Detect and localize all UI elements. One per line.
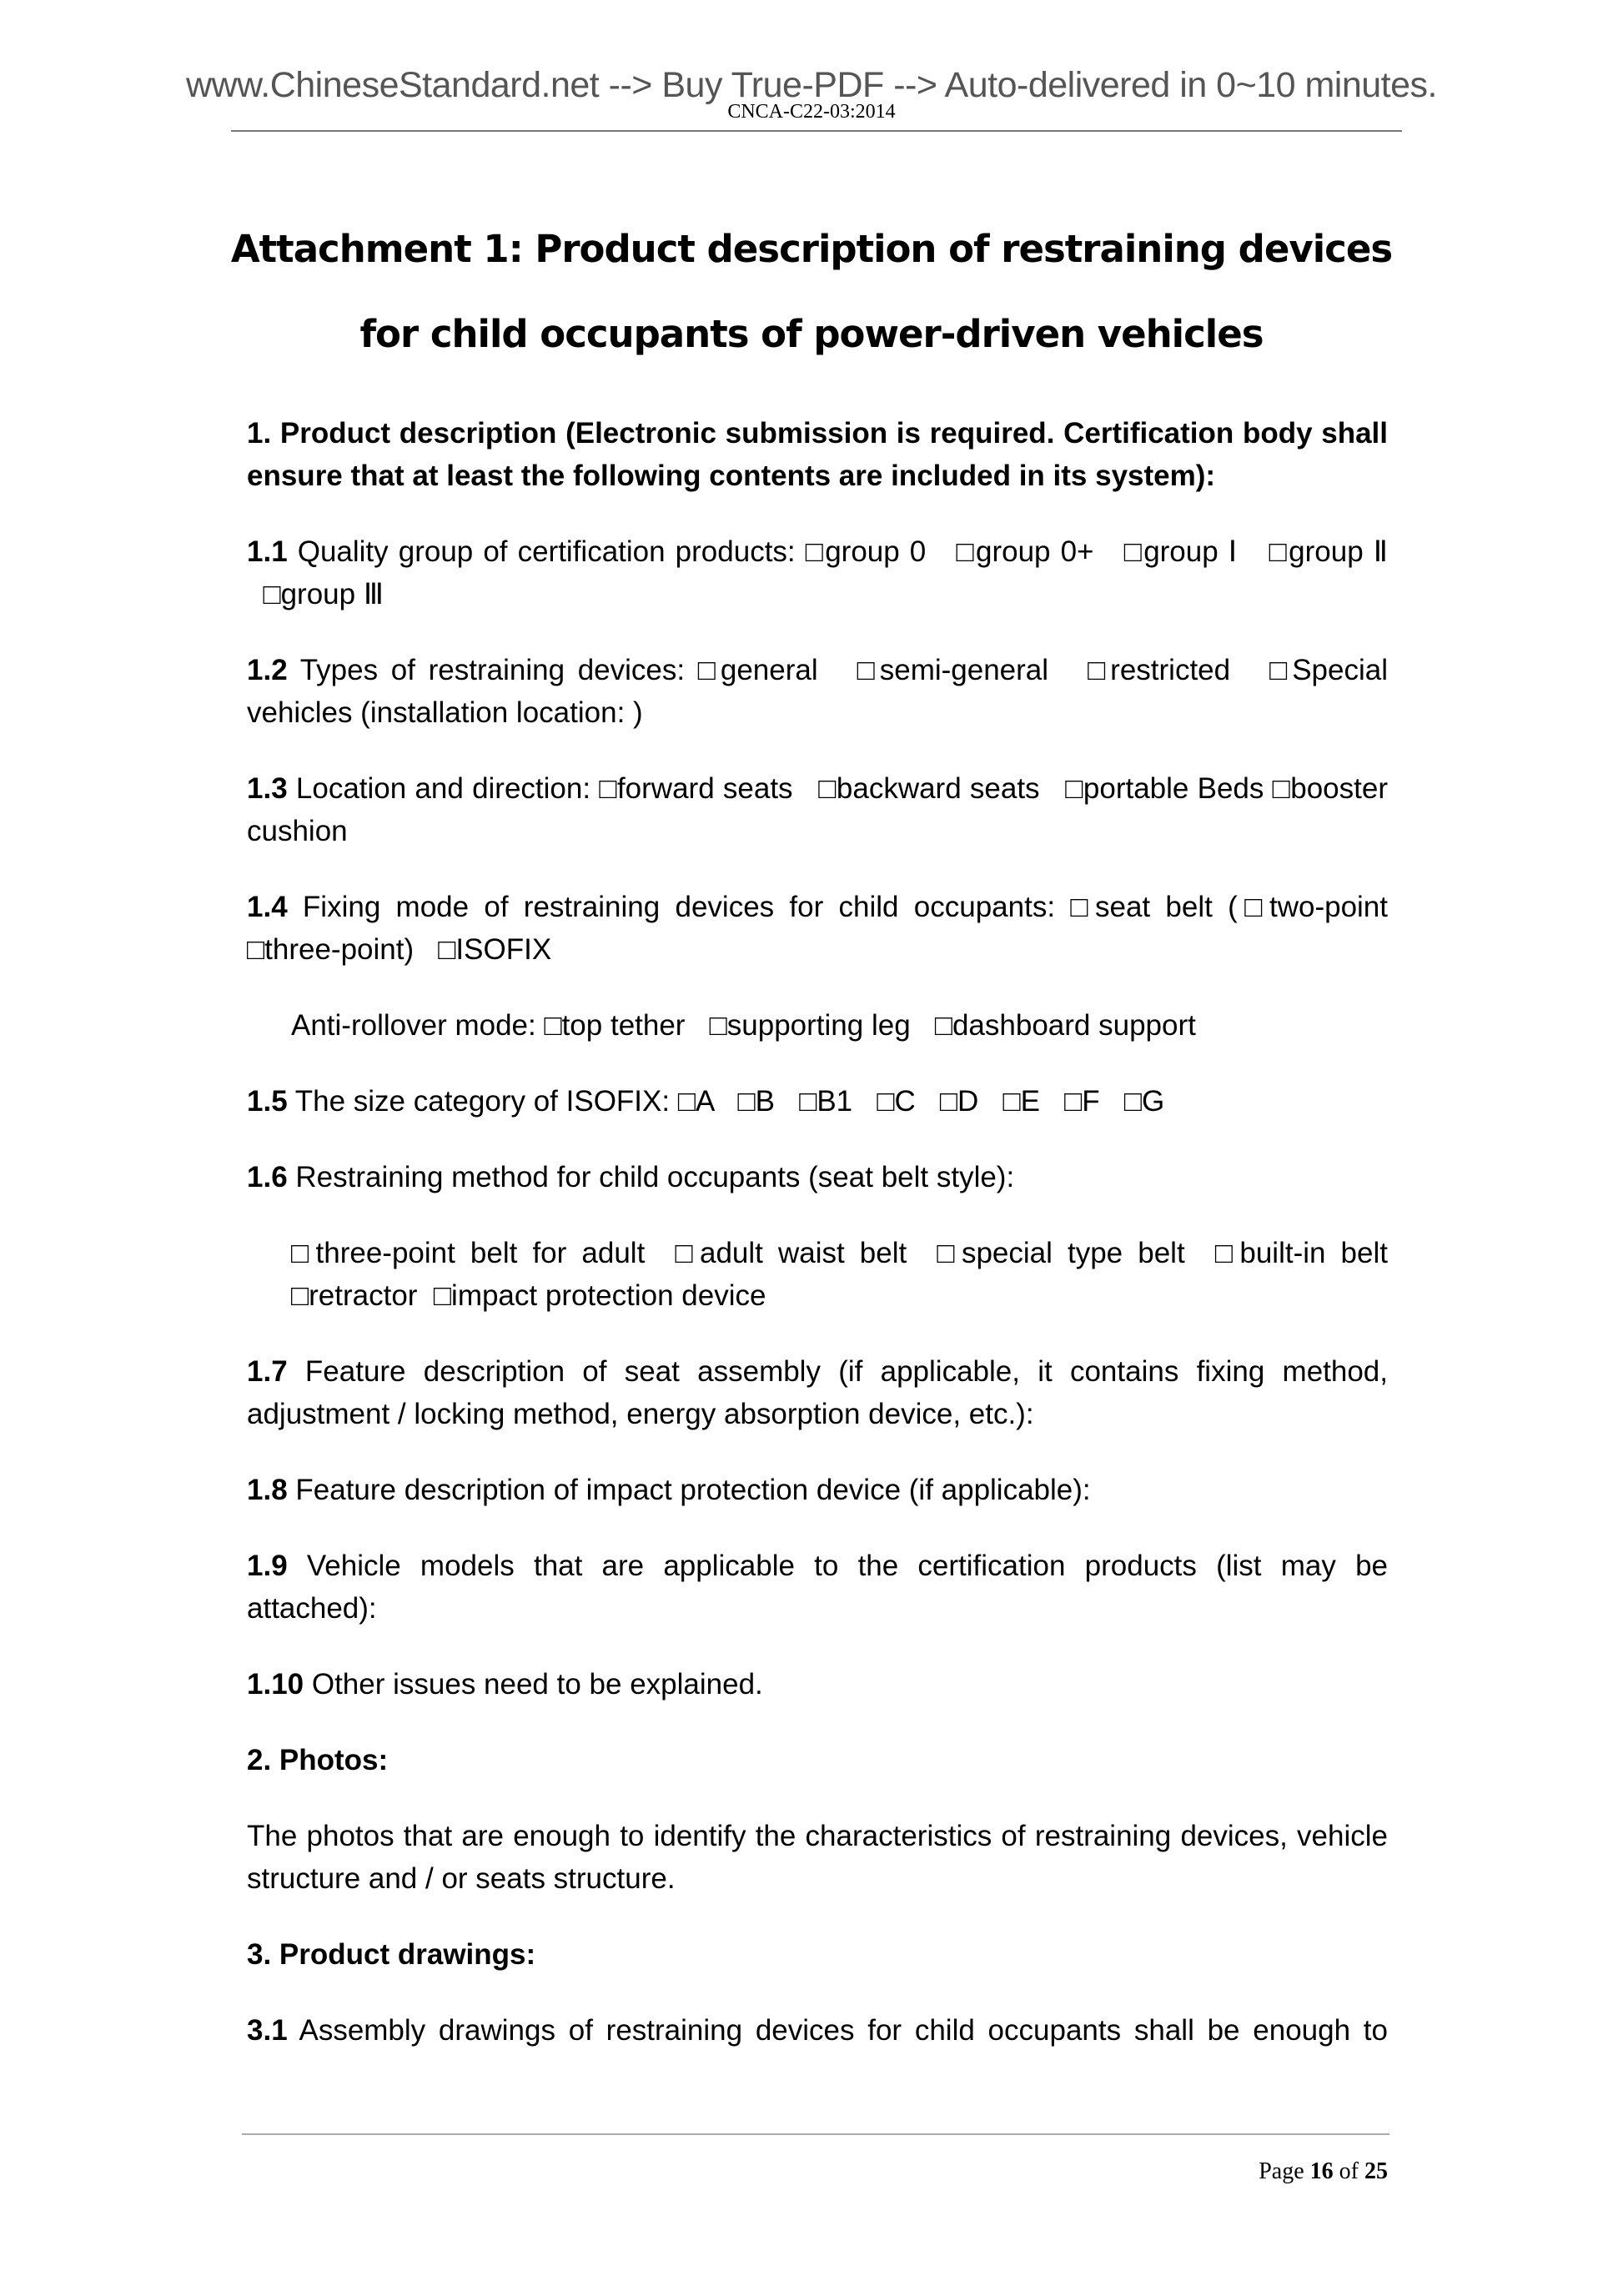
item-1-9: 1.9 Vehicle models that are applicable to the certification products (list may be attached): — [247, 1550, 1388, 1625]
document-body — [247, 412, 1388, 2085]
anti-rollover-mode: Anti-rollover mode: □top tether □supporting leg □dashboard support — [291, 1009, 1196, 1042]
section-2-heading: 2. Photos: — [247, 1744, 389, 1776]
item-1-4: 1.4 Fixing mode of restraining devices for child occupants: □seat belt (□two-point □three-point) □ISOFIX — [247, 891, 1388, 966]
item-1-1: 1.1 Quality group of certification products: □group 0 □group 0+ □group Ⅰ □group Ⅱ □group Ⅲ — [247, 535, 1388, 610]
section-1-heading: 1. Product description (Electronic submission is required. Certification body shall ensure that at least the following contents are included in its system): — [247, 417, 1388, 492]
item-1-3: 1.3 Location and direction: □forward seats □backward seats □portable Beds □booster cushion — [247, 772, 1388, 847]
item-1-8: 1.8 Feature description of impact protection device (if applicable): — [247, 1474, 1091, 1506]
document-title-line2: for child occupants of power-driven vehicles — [359, 312, 1264, 356]
item-1-7: 1.7 Feature description of seat assembly (if applicable, it contains fixing method, adjustment / locking method, energy absorption device, etc.): — [247, 1355, 1388, 1430]
item-1-2: 1.2 Types of restraining devices: □general □semi-general □restricted □Special vehicles (installation location: ) — [247, 654, 1388, 729]
section-3-heading: 3. Product drawings: — [247, 1938, 536, 1971]
belt-options: □three-point belt for adult □adult waist belt □special type belt □built-in belt □retractor □impact protection device — [291, 1237, 1388, 1312]
item-3-1: 3.1 Assembly drawings of restraining devices for child occupants shall be enough to — [247, 2014, 1388, 2047]
page-number: Page 16 of 25 — [1259, 2158, 1388, 2184]
standard-code: CNCA-C22-03:2014 — [727, 101, 896, 123]
item-1-5: 1.5 The size category of ISOFIX: □A □B □B1 □C □D □E □F □G — [247, 1085, 1165, 1118]
document-title-line1: Attachment 1: Product description of restraining devices — [230, 227, 1393, 271]
photos-description: The photos that are enough to identify the characteristics of restraining devices, vehicle structure and / or seats structure. — [247, 1820, 1388, 1895]
item-1-6: 1.6 Restraining method for child occupants (seat belt style): — [247, 1161, 1015, 1193]
item-1-10: 1.10 Other issues need to be explained. — [247, 1668, 763, 1701]
footer-divider — [242, 2133, 1389, 2135]
header-divider — [231, 130, 1402, 132]
watermark-banner: www.ChineseStandard.net --> Buy True-PDF --> Auto-delivered in 0~10 minutes. — [185, 65, 1437, 105]
